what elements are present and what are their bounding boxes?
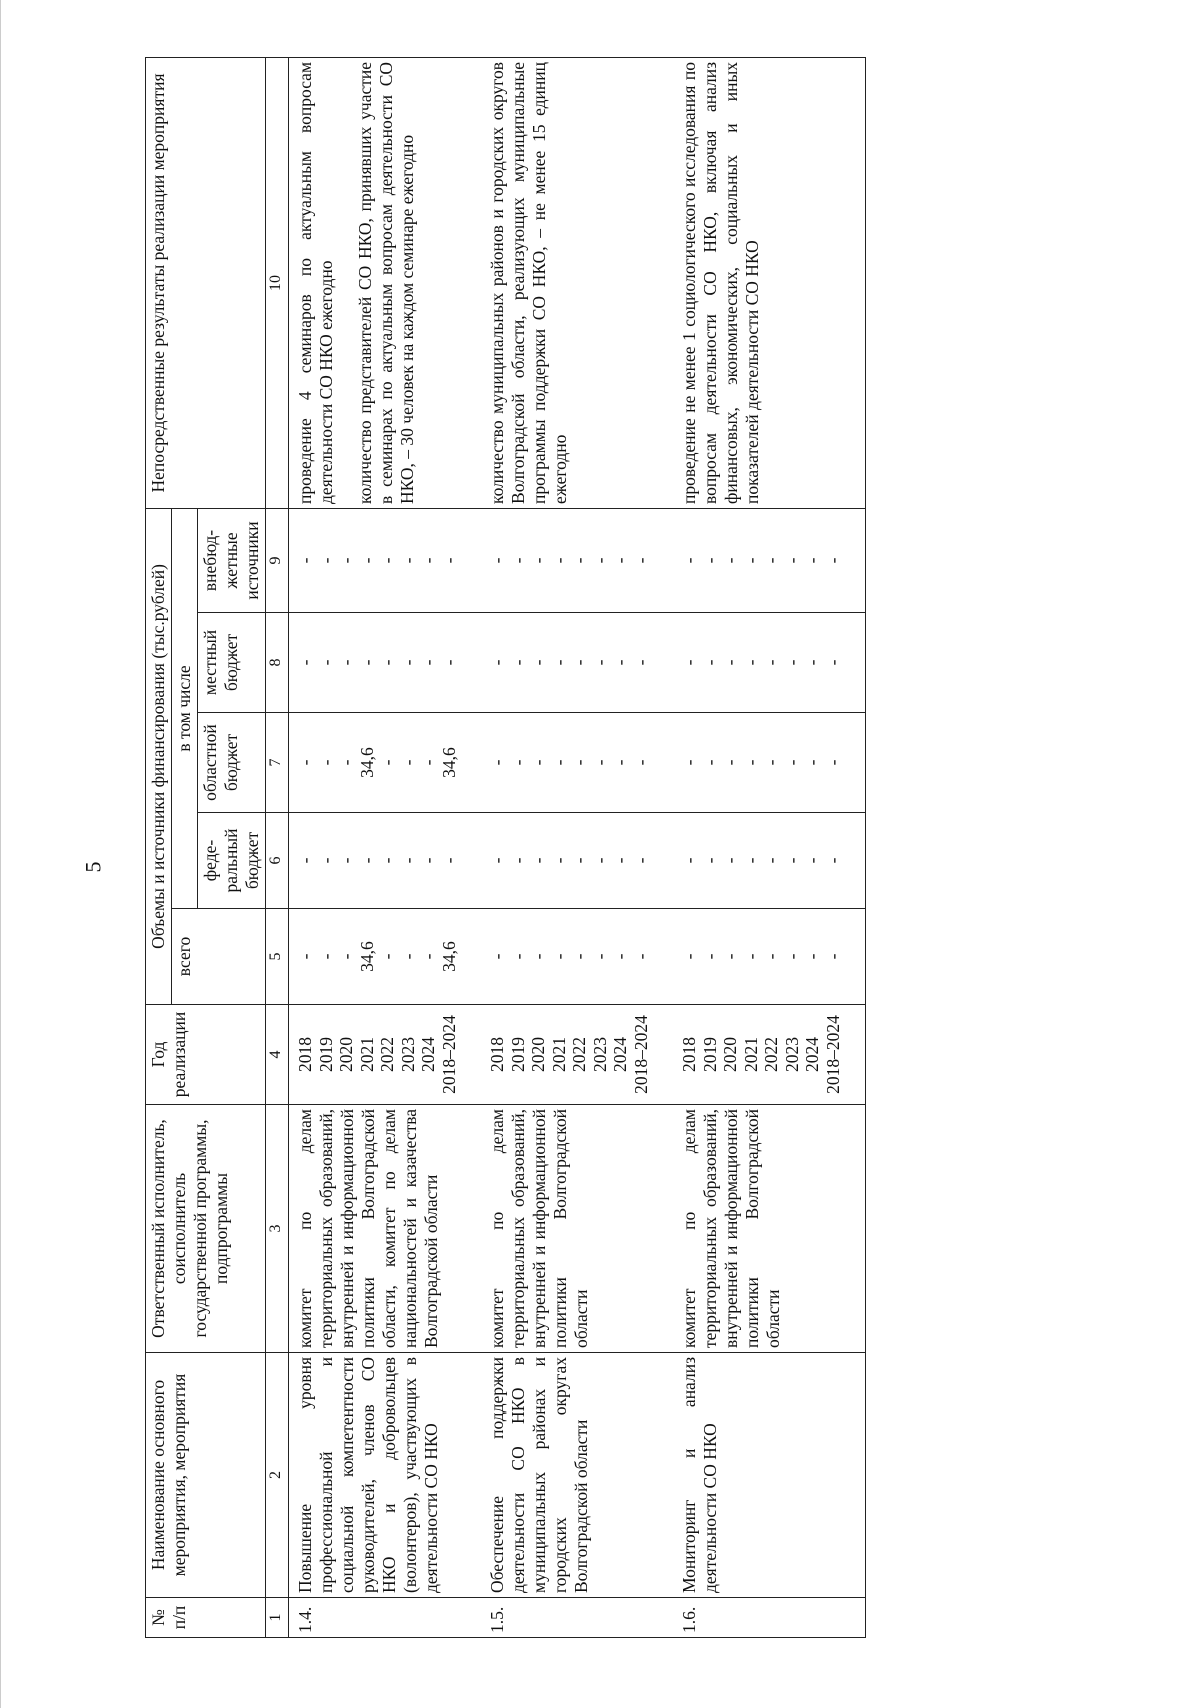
federal-cell-value: - bbox=[397, 857, 418, 864]
header-results: Непосредственные результаты реализации мероприятия bbox=[146, 57, 266, 508]
years-cell-value: 2021 bbox=[740, 1037, 761, 1072]
activity-name: Повышение уровня профессиональной и социальной компетентности руководителей, членов СО НКО и добровольцев (волонтеров), участвующих в деятельности СО НКО bbox=[289, 1353, 482, 1598]
regional-cell-value: - bbox=[610, 759, 630, 766]
total-cell-value: - bbox=[610, 953, 630, 960]
federal-cell-value: - bbox=[740, 857, 761, 864]
header-local: местный бюджет bbox=[198, 613, 266, 713]
regional-cell-value: - bbox=[487, 759, 507, 766]
total-cell-value: - bbox=[781, 953, 802, 960]
total-cell-value: - bbox=[761, 953, 781, 960]
total-cell-value: 34,6 bbox=[356, 941, 377, 972]
federal-cell-value: - bbox=[610, 857, 630, 864]
years-cell-value: 2021 bbox=[548, 1037, 569, 1072]
local-cell-value: - bbox=[295, 659, 315, 666]
years-cell bbox=[481, 1005, 673, 1105]
local-cell-value: - bbox=[356, 659, 377, 666]
total-cell bbox=[289, 909, 482, 1005]
total-cell-value: - bbox=[720, 953, 740, 960]
extra-cell-value: - bbox=[295, 557, 315, 564]
federal-cell-value: - bbox=[356, 857, 377, 864]
regional-cell-value: - bbox=[528, 759, 548, 766]
regional-cell-value: 34,6 bbox=[356, 747, 377, 778]
years-cell-value: 2020 bbox=[720, 1037, 740, 1072]
local-cell bbox=[481, 613, 673, 713]
extra-cell-value: - bbox=[761, 557, 781, 564]
total-cell-value: - bbox=[822, 953, 843, 960]
extra-cell-value: - bbox=[438, 557, 459, 564]
extra-cell-value: - bbox=[781, 557, 802, 564]
regional-cell-value: - bbox=[569, 759, 589, 766]
column-number: 1 bbox=[266, 1598, 289, 1638]
total-cell-value: - bbox=[528, 953, 548, 960]
federal-cell-value: - bbox=[315, 857, 336, 864]
row-number: 1.4. bbox=[289, 1598, 482, 1638]
years-cell-value: 2018 bbox=[487, 1037, 507, 1072]
extra-cell-value: - bbox=[487, 557, 507, 564]
extra-cell-value: - bbox=[356, 557, 377, 564]
results-cell bbox=[481, 57, 673, 508]
years-cell-value: 2024 bbox=[610, 1037, 630, 1072]
years-cell-value: 2021 bbox=[356, 1037, 377, 1072]
regional-cell-value: - bbox=[699, 759, 720, 766]
regional-cell bbox=[481, 713, 673, 813]
local-cell-value: - bbox=[679, 659, 699, 666]
total-cell-value: - bbox=[315, 953, 336, 960]
years-cell-value: 2018–2024 bbox=[822, 1015, 843, 1094]
header-executor: Ответственный исполнитель, соисполнитель государственной программы, подпрограммы bbox=[146, 1105, 266, 1353]
regional-cell-value: - bbox=[418, 759, 438, 766]
column-number: 4 bbox=[266, 1005, 289, 1105]
local-cell-value: - bbox=[528, 659, 548, 666]
local-cell-value: - bbox=[569, 659, 589, 666]
table-body bbox=[289, 57, 866, 1637]
local-cell-value: - bbox=[487, 659, 507, 666]
extra-cell bbox=[481, 508, 673, 612]
federal-cell-value: - bbox=[569, 857, 589, 864]
local-cell-value: - bbox=[315, 659, 336, 666]
extra-cell-value: - bbox=[548, 557, 569, 564]
years-cell-value: 2019 bbox=[699, 1037, 720, 1072]
total-cell-value: - bbox=[487, 953, 507, 960]
total-cell-value: - bbox=[569, 953, 589, 960]
total-cell-value: - bbox=[740, 953, 761, 960]
years-cell-value: 2023 bbox=[589, 1037, 610, 1072]
federal-cell-value: - bbox=[377, 857, 397, 864]
column-number: 3 bbox=[266, 1105, 289, 1353]
table-row bbox=[481, 57, 673, 1637]
column-numbers-row bbox=[266, 57, 289, 1637]
extra-cell-value: - bbox=[336, 557, 356, 564]
result-text: проведение не менее 1 социологического исследования по вопросам деятельности СО НКО, включая анализ финансовых, экономических, социальных и иных показателей деятельности СО НКО bbox=[679, 61, 762, 504]
regional-cell-value: - bbox=[822, 759, 843, 766]
federal-cell bbox=[673, 813, 866, 909]
federal-cell-value: - bbox=[781, 857, 802, 864]
total-cell-value: - bbox=[377, 953, 397, 960]
extra-cell-value: - bbox=[822, 557, 843, 564]
total-cell-value: - bbox=[418, 953, 438, 960]
local-cell-value: - bbox=[720, 659, 740, 666]
activity-name: Мониторинг и анализ деятельности СО НКО bbox=[673, 1353, 866, 1598]
extra-cell bbox=[289, 508, 482, 612]
years-cell-value: 2024 bbox=[418, 1037, 438, 1072]
row-number: 1.6. bbox=[673, 1598, 866, 1638]
total-cell-value: - bbox=[802, 953, 822, 960]
row-number: 1.5. bbox=[481, 1598, 673, 1638]
responsible-executor: комитет по делам территориальных образований, внутренней и информационной политики Волгоградской области bbox=[481, 1105, 673, 1353]
column-number: 8 bbox=[266, 613, 289, 713]
total-cell bbox=[673, 909, 866, 1005]
extra-cell-value: - bbox=[569, 557, 589, 564]
federal-cell-value: - bbox=[720, 857, 740, 864]
header-num: № п/п bbox=[146, 1598, 266, 1638]
years-cell bbox=[289, 1005, 482, 1105]
total-cell-value: - bbox=[507, 953, 528, 960]
extra-cell-value: - bbox=[528, 557, 548, 564]
regional-cell-value: - bbox=[761, 759, 781, 766]
program-activities-table bbox=[145, 57, 866, 1638]
result-text: количество представителей СО НКО, принявших участие в семинарах по актуальным вопросам деятельности СО НКО, – 30 человек на каждом семинаре ежегодно bbox=[355, 61, 417, 504]
total-cell-value: - bbox=[295, 953, 315, 960]
local-cell-value: - bbox=[397, 659, 418, 666]
local-cell-value: - bbox=[589, 659, 610, 666]
total-cell-value: - bbox=[679, 953, 699, 960]
regional-cell-value: - bbox=[740, 759, 761, 766]
regional-cell-value: - bbox=[802, 759, 822, 766]
regional-cell-value: - bbox=[630, 759, 651, 766]
regional-cell-value: - bbox=[315, 759, 336, 766]
column-number: 2 bbox=[266, 1353, 289, 1598]
regional-cell-value: - bbox=[295, 759, 315, 766]
federal-cell-value: - bbox=[418, 857, 438, 864]
regional-cell-value: - bbox=[781, 759, 802, 766]
federal-cell-value: - bbox=[589, 857, 610, 864]
federal-cell-value: - bbox=[548, 857, 569, 864]
federal-cell-value: - bbox=[679, 857, 699, 864]
result-text: проведение 4 семинаров по актуальным вопросам деятельности СО НКО ежегодно bbox=[295, 61, 336, 504]
federal-cell-value: - bbox=[802, 857, 822, 864]
header-year: Год реализации bbox=[146, 1005, 266, 1105]
column-number: 5 bbox=[266, 909, 289, 1005]
table-row bbox=[289, 57, 482, 1637]
page-number: 5 bbox=[80, 861, 106, 873]
federal-cell-value: - bbox=[507, 857, 528, 864]
regional-cell-value: - bbox=[548, 759, 569, 766]
regional-cell-value: - bbox=[720, 759, 740, 766]
column-number: 9 bbox=[266, 508, 289, 612]
local-cell-value: - bbox=[699, 659, 720, 666]
extra-cell-value: - bbox=[802, 557, 822, 564]
extra-cell-value: - bbox=[699, 557, 720, 564]
years-cell-value: 2022 bbox=[569, 1037, 589, 1072]
federal-cell-value: - bbox=[699, 857, 720, 864]
results-cell bbox=[289, 57, 482, 508]
federal-cell-value: - bbox=[336, 857, 356, 864]
years-cell-value: 2018 bbox=[679, 1037, 699, 1072]
activity-name: Обеспечение поддержки деятельности СО НКО в муниципальных районах и городских округах Волгоградской области bbox=[481, 1353, 673, 1598]
local-cell-value: - bbox=[438, 659, 459, 666]
local-cell-value: - bbox=[548, 659, 569, 666]
header-regional: областной бюджет bbox=[198, 713, 266, 813]
local-cell-value: - bbox=[781, 659, 802, 666]
column-number: 7 bbox=[266, 713, 289, 813]
local-cell-value: - bbox=[630, 659, 651, 666]
extra-cell-value: - bbox=[507, 557, 528, 564]
years-cell-value: 2023 bbox=[397, 1037, 418, 1072]
responsible-executor: комитет по делам территориальных образований, внутренней и информационной политики Волгоградской области, комитет по делам национальностей и казачества Волгоградской области bbox=[289, 1105, 482, 1353]
regional-cell-value: - bbox=[679, 759, 699, 766]
regional-cell-value: - bbox=[377, 759, 397, 766]
federal-cell bbox=[481, 813, 673, 909]
local-cell-value: - bbox=[507, 659, 528, 666]
total-cell-value: - bbox=[336, 953, 356, 960]
local-cell bbox=[289, 613, 482, 713]
federal-cell-value: - bbox=[295, 857, 315, 864]
regional-cell bbox=[289, 713, 482, 813]
extra-cell-value: - bbox=[679, 557, 699, 564]
extra-cell-value: - bbox=[630, 557, 651, 564]
extra-cell-value: - bbox=[397, 557, 418, 564]
total-cell-value: - bbox=[699, 953, 720, 960]
extra-cell-value: - bbox=[315, 557, 336, 564]
federal-cell bbox=[289, 813, 482, 909]
header-federal: феде-ральный бюджет bbox=[198, 813, 266, 909]
years-cell-value: 2022 bbox=[761, 1037, 781, 1072]
years-cell-value: 2024 bbox=[802, 1037, 822, 1072]
regional-cell-value: - bbox=[589, 759, 610, 766]
regional-cell-value: - bbox=[507, 759, 528, 766]
column-number: 6 bbox=[266, 813, 289, 909]
local-cell-value: - bbox=[822, 659, 843, 666]
header-extra: внебюд-жетные источники bbox=[198, 508, 266, 612]
extra-cell bbox=[673, 508, 866, 612]
local-cell-value: - bbox=[610, 659, 630, 666]
table-row bbox=[673, 57, 866, 1637]
local-cell-value: - bbox=[377, 659, 397, 666]
total-cell-value: - bbox=[630, 953, 651, 960]
years-cell-value: 2020 bbox=[336, 1037, 356, 1072]
results-cell bbox=[673, 57, 866, 508]
local-cell-value: - bbox=[740, 659, 761, 666]
header-including: в том числе bbox=[172, 508, 198, 908]
header-funding: Объемы и источники финансирования (тыс.рублей) bbox=[146, 508, 172, 1004]
years-cell-value: 2019 bbox=[507, 1037, 528, 1072]
scan-edge bbox=[0, 0, 1, 1708]
federal-cell-value: - bbox=[630, 857, 651, 864]
regional-cell-value: 34,6 bbox=[438, 747, 459, 778]
federal-cell-value: - bbox=[822, 857, 843, 864]
rotated-table-container bbox=[145, 58, 1165, 1638]
years-cell-value: 2020 bbox=[528, 1037, 548, 1072]
total-cell-value: - bbox=[548, 953, 569, 960]
total-cell-value: - bbox=[589, 953, 610, 960]
extra-cell-value: - bbox=[589, 557, 610, 564]
extra-cell-value: - bbox=[720, 557, 740, 564]
extra-cell-value: - bbox=[377, 557, 397, 564]
years-cell-value: 2018 bbox=[295, 1037, 315, 1072]
result-text: количество муниципальных районов и городских округов Волгоградской области, реализующих муниципальные программы поддержки СО НКО, – не менее 15 единиц ежегодно bbox=[487, 61, 570, 504]
header-total: всего bbox=[172, 909, 266, 1005]
years-cell-value: 2018–2024 bbox=[438, 1015, 459, 1094]
regional-cell-value: - bbox=[336, 759, 356, 766]
regional-cell bbox=[673, 713, 866, 813]
local-cell-value: - bbox=[802, 659, 822, 666]
federal-cell-value: - bbox=[487, 857, 507, 864]
years-cell bbox=[673, 1005, 866, 1105]
federal-cell-value: - bbox=[528, 857, 548, 864]
total-cell bbox=[481, 909, 673, 1005]
total-cell-value: - bbox=[397, 953, 418, 960]
extra-cell-value: - bbox=[610, 557, 630, 564]
regional-cell-value: - bbox=[397, 759, 418, 766]
federal-cell-value: - bbox=[761, 857, 781, 864]
column-number: 10 bbox=[266, 57, 289, 508]
years-cell-value: 2022 bbox=[377, 1037, 397, 1072]
extra-cell-value: - bbox=[740, 557, 761, 564]
responsible-executor: комитет по делам территориальных образований, внутренней и информационной политики Волгоградской области bbox=[673, 1105, 866, 1353]
local-cell-value: - bbox=[761, 659, 781, 666]
local-cell bbox=[673, 613, 866, 713]
extra-cell-value: - bbox=[418, 557, 438, 564]
years-cell-value: 2018–2024 bbox=[630, 1015, 651, 1094]
years-cell-value: 2019 bbox=[315, 1037, 336, 1072]
years-cell-value: 2023 bbox=[781, 1037, 802, 1072]
federal-cell-value: - bbox=[438, 857, 459, 864]
local-cell-value: - bbox=[336, 659, 356, 666]
local-cell-value: - bbox=[418, 659, 438, 666]
header-name: Наименование основного мероприятия, мероприятия bbox=[146, 1353, 266, 1598]
total-cell-value: 34,6 bbox=[438, 941, 459, 972]
